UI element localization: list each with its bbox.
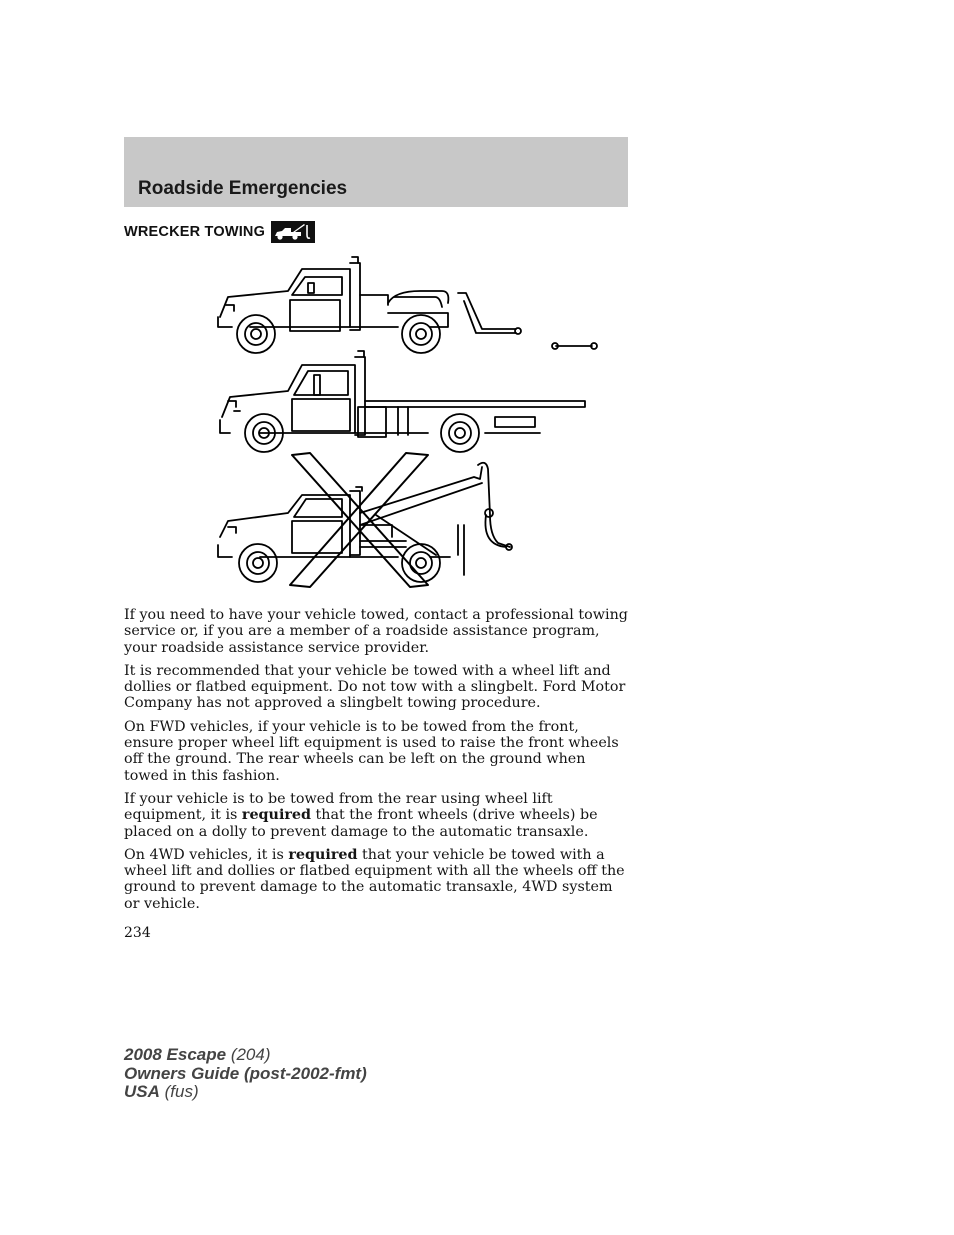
footer-line: USA (fus) bbox=[124, 1082, 199, 1101]
towing-methods-illustration bbox=[210, 255, 620, 595]
paragraph: It is recommended that your vehicle be towed with a wheel lift and dollies or flatbed equipment. Do not tow with a slingbelt. Ford Motor Company has not approved a slingbelt towing procedure. bbox=[124, 662, 626, 712]
paragraph: On FWD vehicles, if your vehicle is to be towed from the front, ensure proper wheel lift equipment is used to raise the front wheels off the ground. The rear wheels can be left on the ground when towed in this fashion. bbox=[124, 718, 619, 784]
paragraph: If your vehicle is to be towed from the rear using wheel lift equipment, it is required that the front wheels (drive wheels) be placed on a dolly to prevent damage to the automatic transaxle. bbox=[124, 790, 598, 840]
emphasis-required: required bbox=[288, 846, 358, 863]
footer-line: 2008 Escape (204) bbox=[124, 1045, 271, 1064]
boom-tow-truck bbox=[218, 453, 512, 587]
paragraph: On 4WD vehicles, it is required that your vehicle be towed with a wheel lift and dollies or flatbed equipment with all the wheels off the ground to prevent damage to the automatic transaxle, 4WD system or vehicle. bbox=[124, 846, 625, 912]
wheel-lift-truck bbox=[218, 257, 597, 353]
document-footer bbox=[124, 1046, 367, 1102]
page-number: 234 bbox=[124, 925, 151, 941]
paragraph: If you need to have your vehicle towed, contact a professional towing service or, if you are a member of a roadside assistance program, your roadside assistance service provider. bbox=[124, 607, 628, 656]
chapter-header-band bbox=[124, 137, 628, 207]
section-heading bbox=[124, 220, 315, 244]
section-heading-text: WRECKER TOWING bbox=[124, 224, 266, 240]
footer-line: Owners Guide (post-2002-fmt) bbox=[124, 1063, 367, 1083]
emphasis-required: required bbox=[241, 807, 311, 824]
flatbed-truck bbox=[220, 351, 585, 452]
tow-truck-icon bbox=[271, 221, 315, 243]
chapter-title: Roadside Emergencies bbox=[138, 178, 348, 199]
body-text bbox=[124, 607, 630, 919]
